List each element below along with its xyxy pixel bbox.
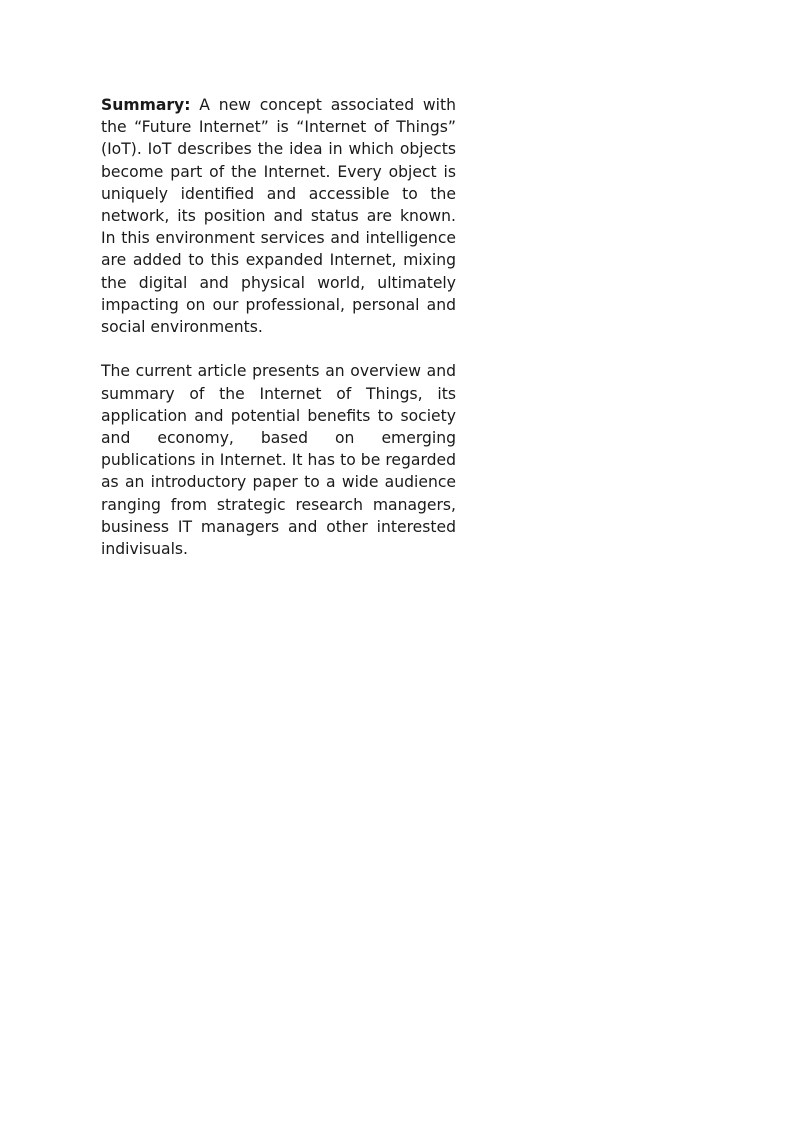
summary-paragraph-1-text: A new concept associated with the “Future Internet” is “Internet of Things” (IoT). IoT describes the idea in which objects become part of the Internet. Every object is uniquely identified and accessible to the network, its position and status are known. In this environment services and intelligence are added to this expanded Internet, mixing the digital and physical world, ultimately impacting on our professional, personal and social environments. [101, 96, 456, 337]
summary-paragraph-1 [101, 94, 456, 338]
summary-section [101, 94, 456, 560]
summary-paragraph-2: The current article presents an overview and summary of the Internet of Things, its application and potential benefits to society and economy, based on emerging publications in Internet. It has to be regarded as an introductory paper to a wide audience ranging from strategic research managers, business IT managers and other interested indivisuals. [101, 362, 456, 559]
summary-label: Summary: [101, 96, 191, 114]
